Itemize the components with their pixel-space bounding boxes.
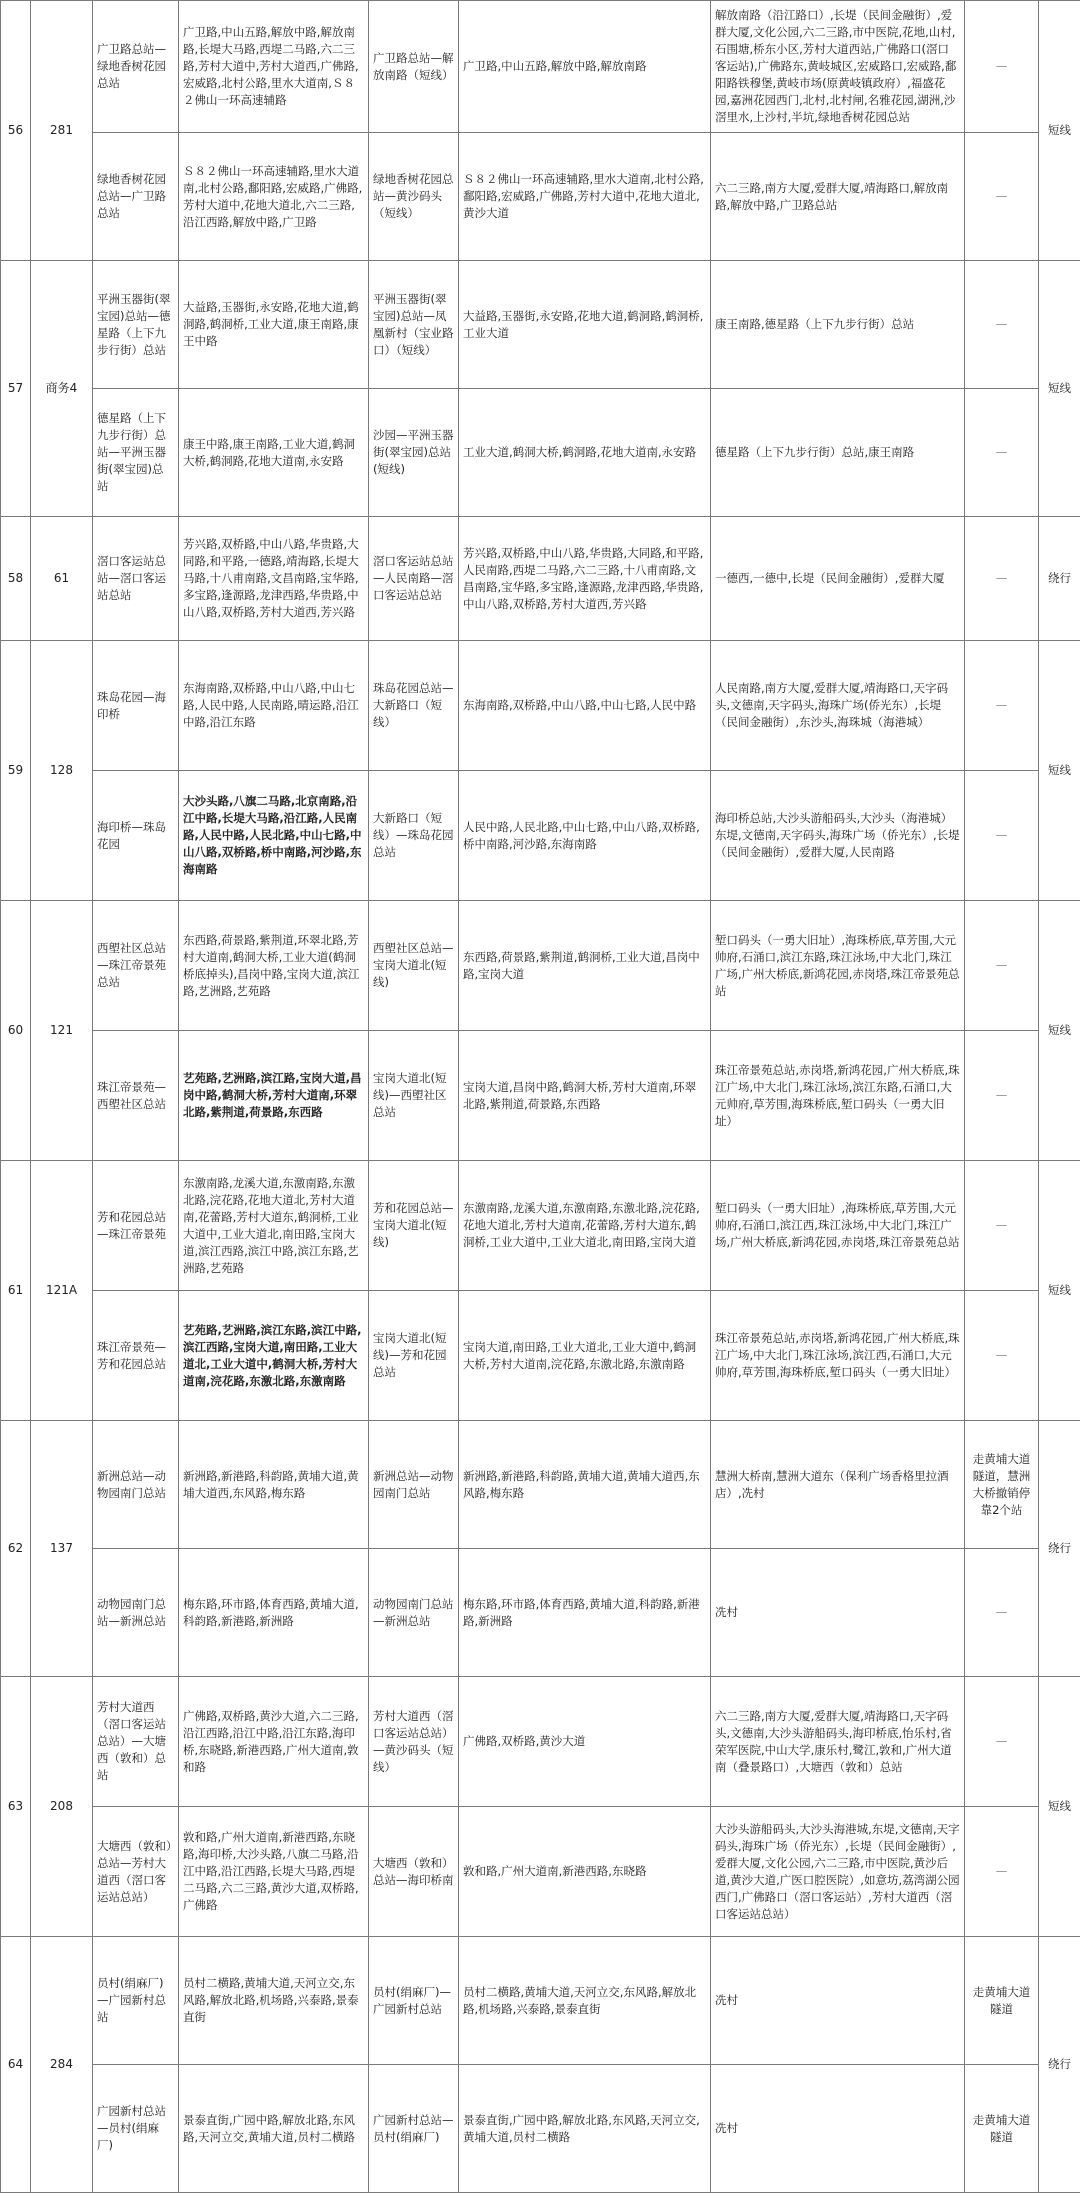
adjust-mode: 短线	[1039, 261, 1080, 517]
adjust-mode: 短线	[1039, 641, 1080, 901]
cancelled-stops: 堑口码头（一勇大旧址）,海珠桥底,草芳围,大元帅府,石涌口,滨江西,珠江泳场,中大北门,珠江广场,广州大桥底,新鸿花园,赤岗塔,珠江帝景苑总站	[711, 1161, 965, 1291]
cancelled-stops: 康王南路,德星路（上下九步行街）总站	[711, 261, 965, 389]
original-roads: 员村二横路,黄埔大道,天河立交,东风路,解放北路,机场路,兴泰路,景泰直街	[179, 1937, 369, 2065]
original-route: 滘口客运站总站—滘口客运站总站	[93, 517, 179, 641]
original-roads: 新洲路,新港路,科韵路,黄埔大道,黄埔大道西,东风路,梅东路	[179, 1421, 369, 1549]
remark: —	[965, 389, 1039, 517]
line-number: 137	[31, 1421, 93, 1677]
adjust-mode: 短线	[1039, 901, 1080, 1161]
original-route: 珠岛花园—海印桥	[93, 641, 179, 771]
remark: —	[965, 771, 1039, 901]
original-roads: 东激南路,龙溪大道,东激南路,东激北路,浣花路,花地大道北,芳村大道南,花蕾路,芳村大道东,鹤洞桥,工业大道中,工业大道北,南田路,宝岗大道,滨江西路,滨江中路,滨江东路,艺洲路,艺苑路	[179, 1161, 369, 1291]
adjust-mode: 短线	[1039, 1, 1080, 261]
remark: —	[965, 1031, 1039, 1161]
original-route: 动物园南门总站—新洲总站	[93, 1549, 179, 1677]
adjusted-route: 芳村大道西（滘口客运站总站）—黄沙码头（短线）	[369, 1677, 459, 1807]
adjust-mode: 绕行	[1039, 517, 1080, 641]
remark: —	[965, 1549, 1039, 1677]
remark: —	[965, 517, 1039, 641]
original-route: 新洲总站—动物园南门总站	[93, 1421, 179, 1549]
adjusted-roads: 东海南路,双桥路,中山八路,中山七路,人民中路	[459, 641, 711, 771]
original-roads: 艺苑路,艺洲路,滨江路,宝岗大道,昌岗中路,鹤洞大桥,芳村大道南,环翠北路,紫荆道,荷景路,东西路	[179, 1031, 369, 1161]
table-row	[1, 389, 1080, 517]
adjusted-roads: 宝岗大道,昌岗中路,鹤洞大桥,芳村大道南,环翠北路,紫荆道,荷景路,东西路	[459, 1031, 711, 1161]
adjusted-roads: 宝岗大道,南田路,工业大道北,工业大道中,鹤洞大桥,芳村大道南,浣花路,东激北路,东激南路	[459, 1291, 711, 1421]
original-route: 珠江帝景苑—芳和花园总站	[93, 1291, 179, 1421]
cancelled-stops: 人民南路,南方大厦,爱群大厦,靖海路口,天字码头,文德南,天字码头,海珠广场(侨光东）,长堤（民间金融街）,东沙头,海珠城（海港城）	[711, 641, 965, 771]
remark: —	[965, 1807, 1039, 1937]
original-route: 平洲玉器街(翠宝园)总站—德星路（上下九步行街）总站	[93, 261, 179, 389]
cancelled-stops: 慧洲大桥南,慧洲大道东（保利广场香格里拉酒店）,冼村	[711, 1421, 965, 1549]
original-route: 珠江帝景苑—西塱社区总站	[93, 1031, 179, 1161]
table-row	[1, 1677, 1080, 1807]
adjusted-route: 广卫路总站—解放南路（短线）	[369, 1, 459, 133]
row-number: 57	[1, 261, 31, 517]
original-roads: 东海南路,双桥路,中山八路,中山七路,人民中路,人民南路,晴运路,沿江中路,沿江东路	[179, 641, 369, 771]
remark: —	[965, 1, 1039, 133]
adjusted-route: 滘口客运站总站—人民南路—滘口客运站总站	[369, 517, 459, 641]
row-number: 56	[1, 1, 31, 261]
row-number: 64	[1, 1937, 31, 2193]
cancelled-stops: 六二三路,南方大厦,爱群大厦,靖海路口,天字码头,文德南,大沙头游船码头,海印桥底,怡乐村,省荣军医院,中山大学,康乐村,鹭江,敦和,广州大道南（叠景路口）,大塘西（敦和）总站	[711, 1677, 965, 1807]
remark: —	[965, 1161, 1039, 1291]
original-roads: 梅东路,环市路,体育西路,黄埔大道,科韵路,新港路,新洲路	[179, 1549, 369, 1677]
original-route: 员村(绢麻厂)—广园新村总站	[93, 1937, 179, 2065]
table-row	[1, 1937, 1080, 2065]
table-row	[1, 1, 1080, 133]
adjusted-route: 西塱社区总站—宝岗大道北(短线)	[369, 901, 459, 1031]
adjusted-route: 平洲玉器街(翠宝园)总站—凤凰新村（宝业路口）（短线）	[369, 261, 459, 389]
table-row	[1, 261, 1080, 389]
original-roads: 敦和路,广州大道南,新港西路,东晓路,海印桥,大沙头路,八旗二马路,沿江中路,沿江西路,长堤大马路,西堤二马路,六二三路,黄沙大道,双桥路,广佛路	[179, 1807, 369, 1937]
table-row	[1, 2065, 1080, 2193]
row-number: 63	[1, 1677, 31, 1937]
line-number: 284	[31, 1937, 93, 2193]
remark: 走黄埔大道隧道，慧洲大桥撤销停靠2个站	[965, 1421, 1039, 1549]
adjusted-route: 宝岗大道北(短线)—西塱社区总站	[369, 1031, 459, 1161]
original-roads: 广卫路,中山五路,解放中路,解放南路,长堤大马路,西堤二马路,六二三路,芳村大道中,芳村大道西,广佛路,宏威路,北村公路,里水大道南,Ｓ８２佛山一环高速辅路	[179, 1, 369, 133]
line-number: 281	[31, 1, 93, 261]
cancelled-stops: 一德西,一德中,长堤（民间金融街）,爱群大厦	[711, 517, 965, 641]
original-roads: 东西路,荷景路,紫荆道,环翠北路,芳村大道南,鹤洞大桥,工业大道(鹤洞桥底掉头),昌岗中路,宝岗大道,滨江路,艺洲路,艺苑路	[179, 901, 369, 1031]
original-route: 德星路（上下九步行街）总站—平洲玉器街(翠宝园)总站	[93, 389, 179, 517]
table-row	[1, 1549, 1080, 1677]
original-roads: 大益路,玉器街,永安路,花地大道,鹤洞路,鹤洞桥,工业大道,康王南路,康王中路	[179, 261, 369, 389]
adjusted-roads: 梅东路,环市路,体育西路,黄埔大道,科韵路,新港路,新洲路	[459, 1549, 711, 1677]
adjusted-route: 芳和花园总站—宝岗大道北(短线)	[369, 1161, 459, 1291]
original-roads: 艺苑路,艺洲路,滨江东路,滨江中路,滨江西路,宝岗大道,南田路,工业大道北,工业大道中,鹤洞大桥,芳村大道南,浣花路,东激北路,东激南路	[179, 1291, 369, 1421]
adjusted-roads: 景泰直街,广园中路,解放北路,东风路,天河立交,黄埔大道,员村二横路	[459, 2065, 711, 2193]
remark: —	[965, 901, 1039, 1031]
adjusted-route: 动物园南门总站—新洲总站	[369, 1549, 459, 1677]
original-route: 广园新村总站—员村(绢麻厂)	[93, 2065, 179, 2193]
adjust-mode: 绕行	[1039, 1421, 1080, 1677]
adjusted-roads: 东西路,荷景路,紫荆道,鹤洞桥,工业大道,昌岗中路,宝岗大道	[459, 901, 711, 1031]
remark: —	[965, 133, 1039, 261]
table-row	[1, 1807, 1080, 1937]
remark: —	[965, 641, 1039, 771]
table-body	[1, 1, 1080, 2193]
original-roads: Ｓ８２佛山一环高速辅路,里水大道南,北村公路,鄱阳路,宏威路,广佛路,芳村大道中,花地大道北,六二三路,沿江西路,解放中路,广卫路	[179, 133, 369, 261]
remark: 走黄埔大道隧道	[965, 1937, 1039, 2065]
adjust-mode: 绕行	[1039, 1937, 1080, 2193]
cancelled-stops: 堑口码头（一勇大旧址）,海珠桥底,草芳围,大元帅府,石涌口,滨江东路,珠江泳场,中大北门,珠江广场,广州大桥底,新鸿花园,赤岗塔,珠江帝景苑总站	[711, 901, 965, 1031]
cancelled-stops: 冼村	[711, 2065, 965, 2193]
original-roads: 康王中路,康王南路,工业大道,鹤洞大桥,鹤洞路,花地大道南,永安路	[179, 389, 369, 517]
adjusted-roads: 芳兴路,双桥路,中山八路,华贵路,大同路,和平路,人民南路,西堤二马路,六二三路,十八甫南路,文昌南路,宝华路,多宝路,逢源路,龙津西路,华贵路,中山八路,双桥路,芳村大道西,芳兴路	[459, 517, 711, 641]
cancelled-stops: 冼村	[711, 1937, 965, 2065]
original-roads: 广佛路,双桥路,黄沙大道,六二三路,沿江西路,沿江中路,沿江东路,海印桥,东晓路,新港西路,广州大道南,敦和路	[179, 1677, 369, 1807]
adjusted-route: 珠岛花园总站—大新路口（短线）	[369, 641, 459, 771]
adjusted-route: 大新路口（短线）—珠岛花园总站	[369, 771, 459, 901]
row-number: 60	[1, 901, 31, 1161]
table-row	[1, 641, 1080, 771]
line-number: 61	[31, 517, 93, 641]
cancelled-stops: 海印桥总站,大沙头游船码头,大沙头（海港城）东堤,文德南,天字码头,海珠广场（侨光东）,长堤（民间金融街）,爱群大厦,人民南路	[711, 771, 965, 901]
remark: —	[965, 1291, 1039, 1421]
adjusted-route: 大塘西（敦和）总站—海印桥南	[369, 1807, 459, 1937]
original-route: 海印桥—珠岛花园	[93, 771, 179, 901]
adjusted-route: 绿地香树花园总站—黄沙码头（短线）	[369, 133, 459, 261]
original-roads: 芳兴路,双桥路,中山八路,华贵路,大同路,和平路,一德路,靖海路,长堤大马路,十八甫南路,文昌南路,宝华路,多宝路,逢源路,龙津西路,华贵路,中山八路,双桥路,芳村大道西,芳兴路	[179, 517, 369, 641]
adjusted-route: 新洲总站—动物园南门总站	[369, 1421, 459, 1549]
original-route: 绿地香树花园总站—广卫路总站	[93, 133, 179, 261]
original-route: 西塱社区总站—珠江帝景苑总站	[93, 901, 179, 1031]
original-route: 芳和花园总站—珠江帝景苑	[93, 1161, 179, 1291]
cancelled-stops: 六二三路,南方大厦,爱群大厦,靖海路口,解放南路,解放中路,广卫路总站	[711, 133, 965, 261]
adjust-mode: 短线	[1039, 1677, 1080, 1937]
cancelled-stops: 大沙头游船码头,大沙头海港城,东堤,文德南,天字码头,海珠广场（侨光东）,长堤（民间金融街）,爱群大厦,文化公园,六二三路,市中医院,黄沙后道,黄沙大道,广医口腔医院）,如意坊,荔湾湖公园西门,广佛路口（滘口客运站）,芳村大道西（滘口客运站总站）	[711, 1807, 965, 1937]
remark: —	[965, 261, 1039, 389]
line-number: 208	[31, 1677, 93, 1937]
adjusted-route: 员村(绢麻厂)—广园新村总站	[369, 1937, 459, 2065]
table-row	[1, 901, 1080, 1031]
remark: —	[965, 1677, 1039, 1807]
adjusted-roads: 广佛路,双桥路,黄沙大道	[459, 1677, 711, 1807]
adjusted-roads: 敦和路,广州大道南,新港西路,东晓路	[459, 1807, 711, 1937]
table-row	[1, 1031, 1080, 1161]
adjusted-roads: 员村二横路,黄埔大道,天河立交,东风路,解放北路,机场路,兴泰路,景泰直街	[459, 1937, 711, 2065]
remark: 走黄埔大道隧道	[965, 2065, 1039, 2193]
cancelled-stops: 解放南路（沿江路口）,长堤（民间金融街）,爱群大厦,文化公园,六二三路,市中医院,花地,山村,石围塘,桥东小区,芳村大道西站,广佛路口(滘口客运站),广佛路东,黄岐城区,宏威路口,宏威路,鄱阳路铁穆堡,黄岐市场(原黄岐镇政府）,福盛花园,嘉洲花园西门,北村,北村闸,名雅花园,湖洲,沙滘里水,上沙村,半坑,绿地香树花园总站	[711, 1, 965, 133]
row-number: 58	[1, 517, 31, 641]
cancelled-stops: 冼村	[711, 1549, 965, 1677]
cancelled-stops: 德星路（上下九步行街）总站,康王南路	[711, 389, 965, 517]
adjusted-roads: 工业大道,鹤洞大桥,鹤洞路,花地大道南,永安路	[459, 389, 711, 517]
adjusted-roads: 东激南路,龙溪大道,东激南路,东激北路,浣花路,花地大道北,芳村大道南,花蕾路,芳村大道东,鹤洞桥,工业大道中,工业大道北,南田路,宝岗大道	[459, 1161, 711, 1291]
original-route: 大塘西（敦和）总站—芳村大道西（滘口客运站总站）	[93, 1807, 179, 1937]
line-number: 128	[31, 641, 93, 901]
table-row	[1, 1291, 1080, 1421]
adjust-mode: 短线	[1039, 1161, 1080, 1421]
cancelled-stops: 珠江帝景苑总站,赤岗塔,新鸿花园,广州大桥底,珠江广场,中大北门,珠江泳场,滨江西,石涌口,大元帅府,草芳围,海珠桥底,堑口码头（一勇大旧址）	[711, 1291, 965, 1421]
adjusted-route: 广园新村总站—员村(绢麻厂)	[369, 2065, 459, 2193]
adjusted-roads: 人民中路,人民北路,中山七路,中山八路,双桥路,桥中南路,河沙路,东海南路	[459, 771, 711, 901]
row-number: 59	[1, 641, 31, 901]
table-row	[1, 771, 1080, 901]
row-number: 62	[1, 1421, 31, 1677]
table-row	[1, 1161, 1080, 1291]
adjusted-roads: 大益路,玉器街,永安路,花地大道,鹤洞路,鹤洞桥,工业大道	[459, 261, 711, 389]
original-roads: 大沙头路,八旗二马路,北京南路,沿江中路,长堤大马路,沿江路,人民南路,人民中路,人民北路,中山七路,中山八路,双桥路,桥中南路,河沙路,东海南路	[179, 771, 369, 901]
original-roads: 景泰直街,广园中路,解放北路,东风路,天河立交,黄埔大道,员村二横路	[179, 2065, 369, 2193]
adjusted-route: 沙园—平洲玉器街(翠宝园)总站(短线)	[369, 389, 459, 517]
line-number: 121	[31, 901, 93, 1161]
adjusted-route: 宝岗大道北(短线)—芳和花园总站	[369, 1291, 459, 1421]
adjusted-roads: 广卫路,中山五路,解放中路,解放南路	[459, 1, 711, 133]
adjusted-roads: 新洲路,新港路,科韵路,黄埔大道,黄埔大道西,东风路,梅东路	[459, 1421, 711, 1549]
original-route: 芳村大道西（滘口客运站总站）—大塘西（敦和）总站	[93, 1677, 179, 1807]
table-row	[1, 1421, 1080, 1549]
adjusted-roads: Ｓ８２佛山一环高速辅路,里水大道南,北村公路,鄱阳路,宏威路,广佛路,芳村大道中,花地大道北,黄沙大道	[459, 133, 711, 261]
table-row	[1, 517, 1080, 641]
table-row	[1, 133, 1080, 261]
row-number: 61	[1, 1161, 31, 1421]
line-number: 121A	[31, 1161, 93, 1421]
line-number: 商务4	[31, 261, 93, 517]
original-route: 广卫路总站—绿地香树花园总站	[93, 1, 179, 133]
cancelled-stops: 珠江帝景苑总站,赤岗塔,新鸿花园,广州大桥底,珠江广场,中大北门,珠江泳场,滨江东路,石涌口,大元帅府,草芳围,海珠桥底,堑口码头（一勇大旧址）	[711, 1031, 965, 1161]
